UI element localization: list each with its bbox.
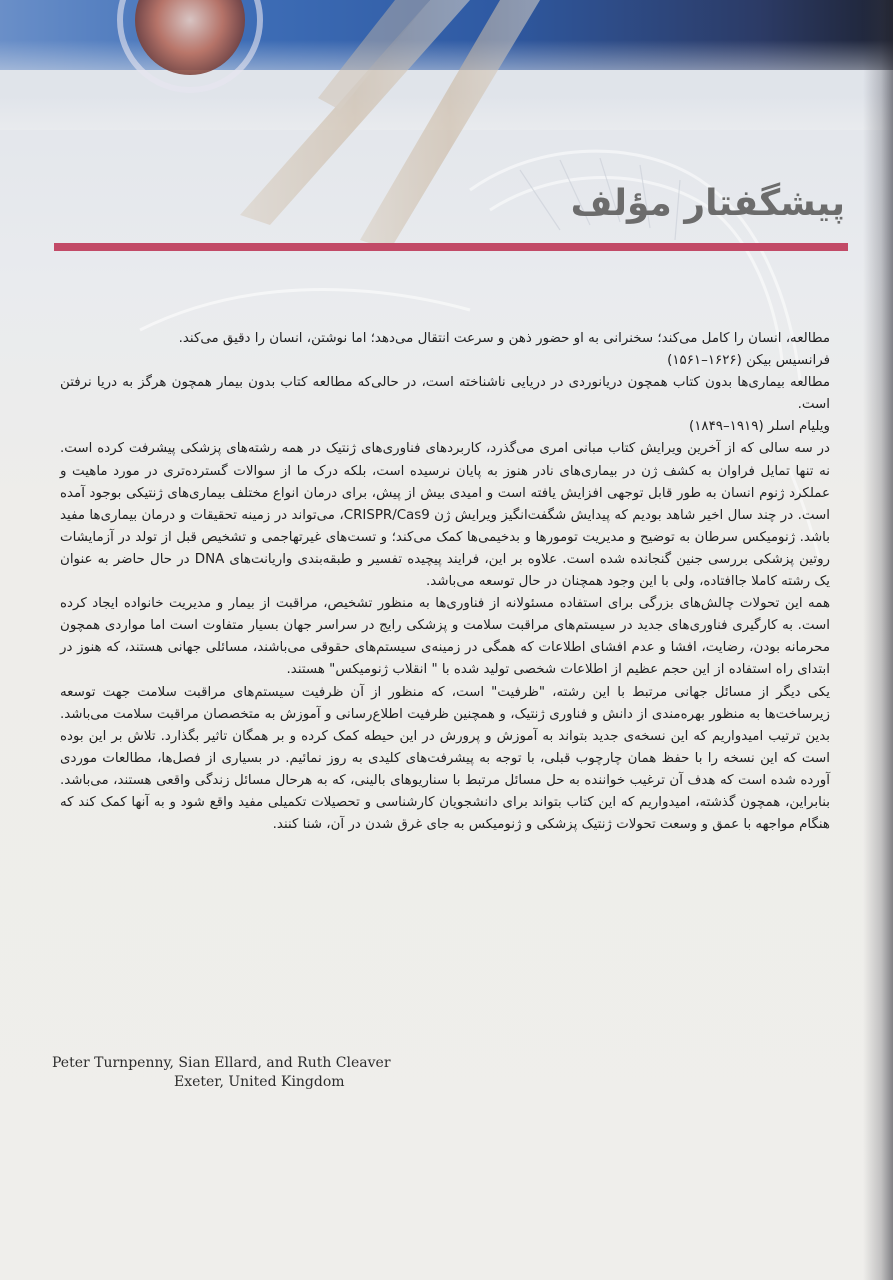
- cell-sphere-shape: [135, 0, 245, 75]
- quote-author: فرانسیس بیکن (۱۶۲۶–۱۵۶۱): [667, 353, 830, 369]
- preface-body: [60, 328, 830, 836]
- body-paragraph: همه این تحولات چالش‌های بزرگی برای استفاده مسئولانه از فناوری‌ها به منظور تشخیص، مراقبت از بیمار و مدیریت خانواده ایجاد کرده است. به کارگیری فناوری‌های جدید در سیستم‌های مراقبت سلامت و پزشکی رایج در سراسر جهان بسیار متفاوت است اما مواردی همچون محرمانه بودن، رضایت، افشا و عدم افشای اطلاعات که همگی در زمینه‌ی سیستم‌های حقوقی می‌باشند، مسائلی جهانی هستند، که هنوز در ابتدای راه استفاده از این حجم عظیم از اطلاعات شخصی تولید شده با " انقلاب ژنومیکس" هستند.: [60, 596, 830, 678]
- page-title: پیشگفتار مؤلف: [570, 183, 845, 224]
- quote-text: مطالعه بیماری‌ها بدون کتاب همچون دریانوردی در دریایی ناشناخته است، در حالی‌که مطالعه کتاب بدون بیمار همچون هرگز به دریا نرفتن است.: [60, 375, 830, 413]
- signature-authors: Peter Turnpenny, Sian Ellard, and Ruth Cleaver: [52, 1055, 391, 1071]
- body-paragraph: در سه سالی که از آخرین ویرایش کتاب مبانی امری می‌گذرد، کاربردهای فناوری‌های ژنتیک در همه رشته‌های پزشکی پیشرفت کرده است. نه تنها تمایل فراوان به کشف ژن در بیماری‌های نادر هنوز به پایان نرسیده است، بلکه درک ما از سوالات گسترده‌تری در مورد ماهیت و عملکرد ژنوم انسان به طور قابل توجهی افزایش یافته است و امیدی بیش از پیش، برای درمان انواع مختلف بیماری‌های ژنتیکی بوجود آمده است. در چند سال اخیر شاهد بودیم که پیدایش شگفت‌انگیز ویرایش ژن CRISPR/Cas9، می‌تواند در زمینه تحقیقات و درمان بیماری‌ها مفید باشد. ژنومیکس سرطان به توضیح و مدیریت تومورها و بدخیمی‌ها کمک می‌کند؛ و تست‌های غیرتهاجمی و تشخیص قبل از تولد در آزمایشات روتین پزشکی بررسی جنین گنجانده شده است. علاوه بر این، فرایند پیچیده تفسیر و طبقه‌بندی واریانت‌های DNA در حال حاضر به عنوان یک رشته کاملا جاافتاده، ولی با این وجود همچنان در حال توسعه می‌باشد.: [60, 441, 831, 590]
- quote-author: ویلیام اسلر (۱۹۱۹–۱۸۴۹): [688, 419, 830, 435]
- quote-text: مطالعه، انسان را کامل می‌کند؛ سخنرانی به او حضور ذهن و سرعت انتقال می‌دهد؛ اما نوشتن، انسان را دقیق می‌کند.: [178, 331, 830, 346]
- title-underline: [54, 243, 848, 251]
- body-paragraph: یکی دیگر از مسائل جهانی مرتبط با این رشته، "ظرفیت" است، که منظور از آن ظرفیت سیستم‌های مراقبت سلامت جهت توسعه زیرساخت‌ها به منظور بهره‌مندی از دانش و فناوری ژنتیک، و همچنین ظرفیت اطلاع‌رسانی و آموزش به متخصصان مراقبت سلامت می‌باشد. بدین ترتیب امیدواریم که این نسخه‌ی جدید بتواند به آموزش و پرورش در این حیطه کمک کرده و بر همگان تاثیر بگذارد. تلاش بر این بوده است که این نسخه را با حفظ همان چارچوب قبلی، با توجه به پیشرفت‌های کلیدی به روز نمائیم. در بسیاری از فصل‌ها، مطالعات موردی آورده شده است که هدف آن ترغیب خواننده به حل مسائل مرتبط با سناریوهای بالینی، که به هرحال مسائل زندگی واقعی هستند، می‌باشد. بنابراین، همچون گذشته، امیدواریم که این کتاب بتواند برای دانشجویان کارشناسی و تحصیلات تکمیلی مفید واقع شود و به آنها کمک کند که هنگام مواجهه با عمق و وسعت تحولات ژنتیک پزشکی و ژنومیکس به جای غرق شدن در آن، شنا کنند.: [60, 684, 830, 833]
- signature-location: Exeter, United Kingdom: [174, 1074, 345, 1090]
- author-signature: [52, 1054, 391, 1092]
- page-edge-shadow: [863, 0, 893, 1280]
